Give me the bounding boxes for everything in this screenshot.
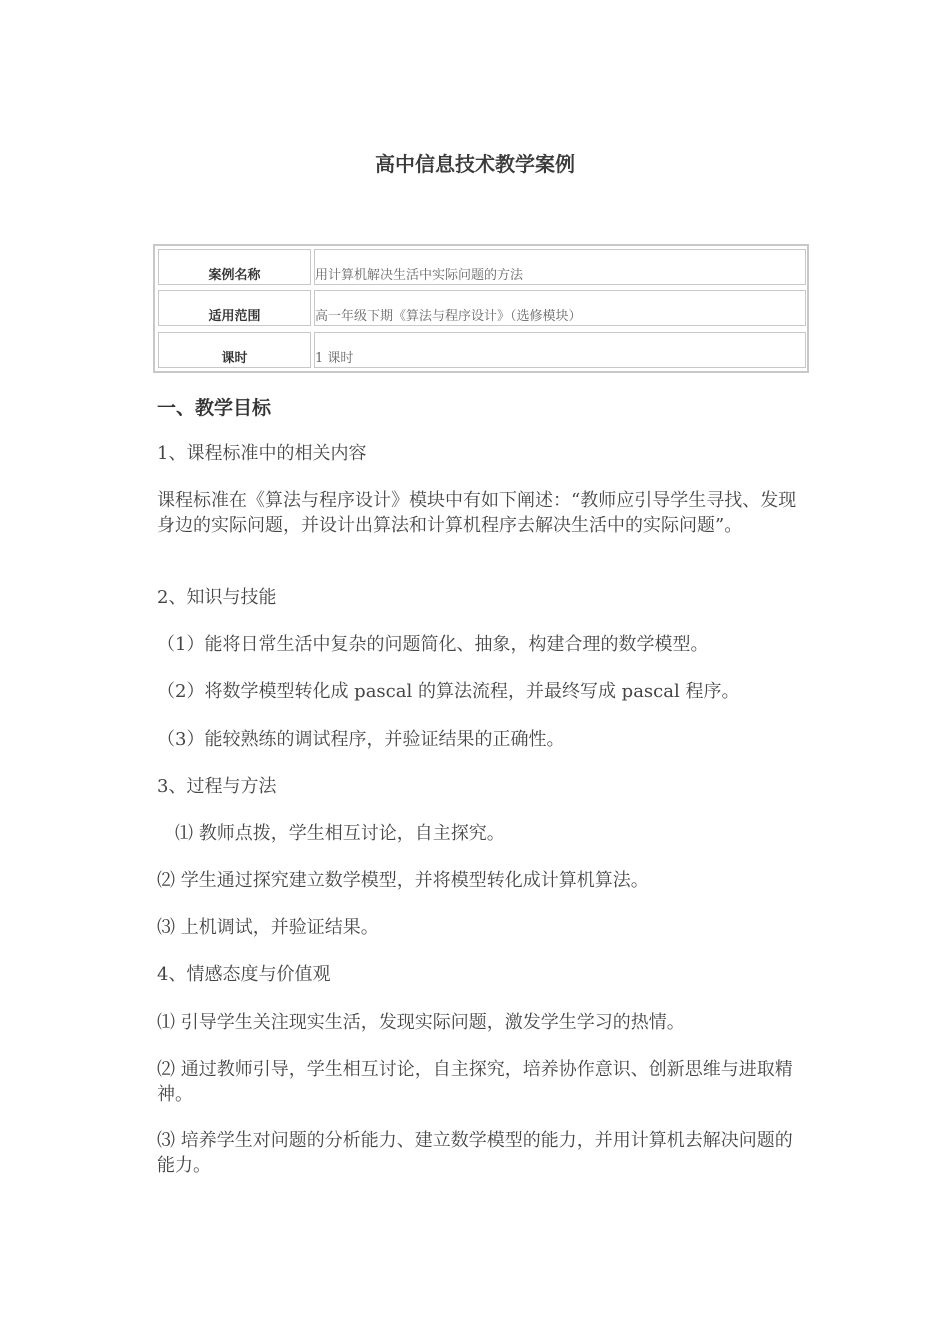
table-value-cell (314, 332, 806, 368)
list-item: ⑶ 培养学生对问题的分析能力、建立数学模型的能力，并用计算机去解决问题的能力。 (157, 1130, 793, 1176)
list-item: ⑵ 学生通过探究建立数学模型，并将模型转化成计算机算法。 (157, 870, 649, 891)
list-item: （3）能较熟练的调试程序，并验证结果的正确性。 (157, 729, 565, 750)
list-item: ⑵ 通过教师引导，学生相互讨论，自主探究，培养协作意识、创新思维与进取精神。 (157, 1059, 793, 1105)
hours-value: 1 课时 (315, 351, 354, 366)
table-row (158, 249, 806, 287)
subsection-heading: 2、知识与技能 (157, 587, 277, 608)
scope-label: 适用范围 (208, 309, 261, 324)
table-label-cell (158, 249, 311, 285)
table-row (158, 290, 806, 328)
section-heading: 一、教学目标 (157, 397, 272, 419)
list-item: ⑴ 引导学生关注现实生活，发现实际问题，激发学生学习的热情。 (157, 1012, 685, 1033)
table-label-cell (158, 332, 311, 368)
table-label-cell (158, 290, 311, 326)
table-row (158, 332, 806, 370)
subsection-heading: 1、课程标准中的相关内容 (157, 443, 367, 464)
paragraph: 课程标准在《算法与程序设计》模块中有如下阐述：“教师应引导学生寻找、发现身边的实际问题，并设计出算法和计算机程序去解决生活中的实际问题”。 (157, 490, 797, 536)
subsection-heading: 4、情感态度与价值观 (157, 964, 331, 985)
list-item: ⑶ 上机调试，并验证结果。 (157, 917, 379, 938)
info-table (153, 244, 809, 373)
case-name-label: 案例名称 (208, 268, 261, 283)
subsection-heading: 3、过程与方法 (157, 776, 277, 797)
scope-value: 高一年级下期《算法与程序设计》（选修模块） (315, 309, 582, 324)
case-name-value: 用计算机解决生活中实际问题的方法 (315, 268, 524, 283)
list-item: （1）能将日常生活中复杂的问题简化、抽象，构建合理的数学模型。 (157, 634, 709, 655)
document-title: 高中信息技术教学案例 (375, 152, 575, 176)
table-value-cell (314, 249, 806, 285)
hours-label: 课时 (221, 351, 248, 366)
list-item: （2）将数学模型转化成 pascal 的算法流程，并最终写成 pascal 程序。 (157, 681, 740, 702)
table-value-cell (314, 290, 806, 326)
list-item: ⑴ 教师点拨，学生相互讨论，自主探究。 (175, 823, 505, 844)
